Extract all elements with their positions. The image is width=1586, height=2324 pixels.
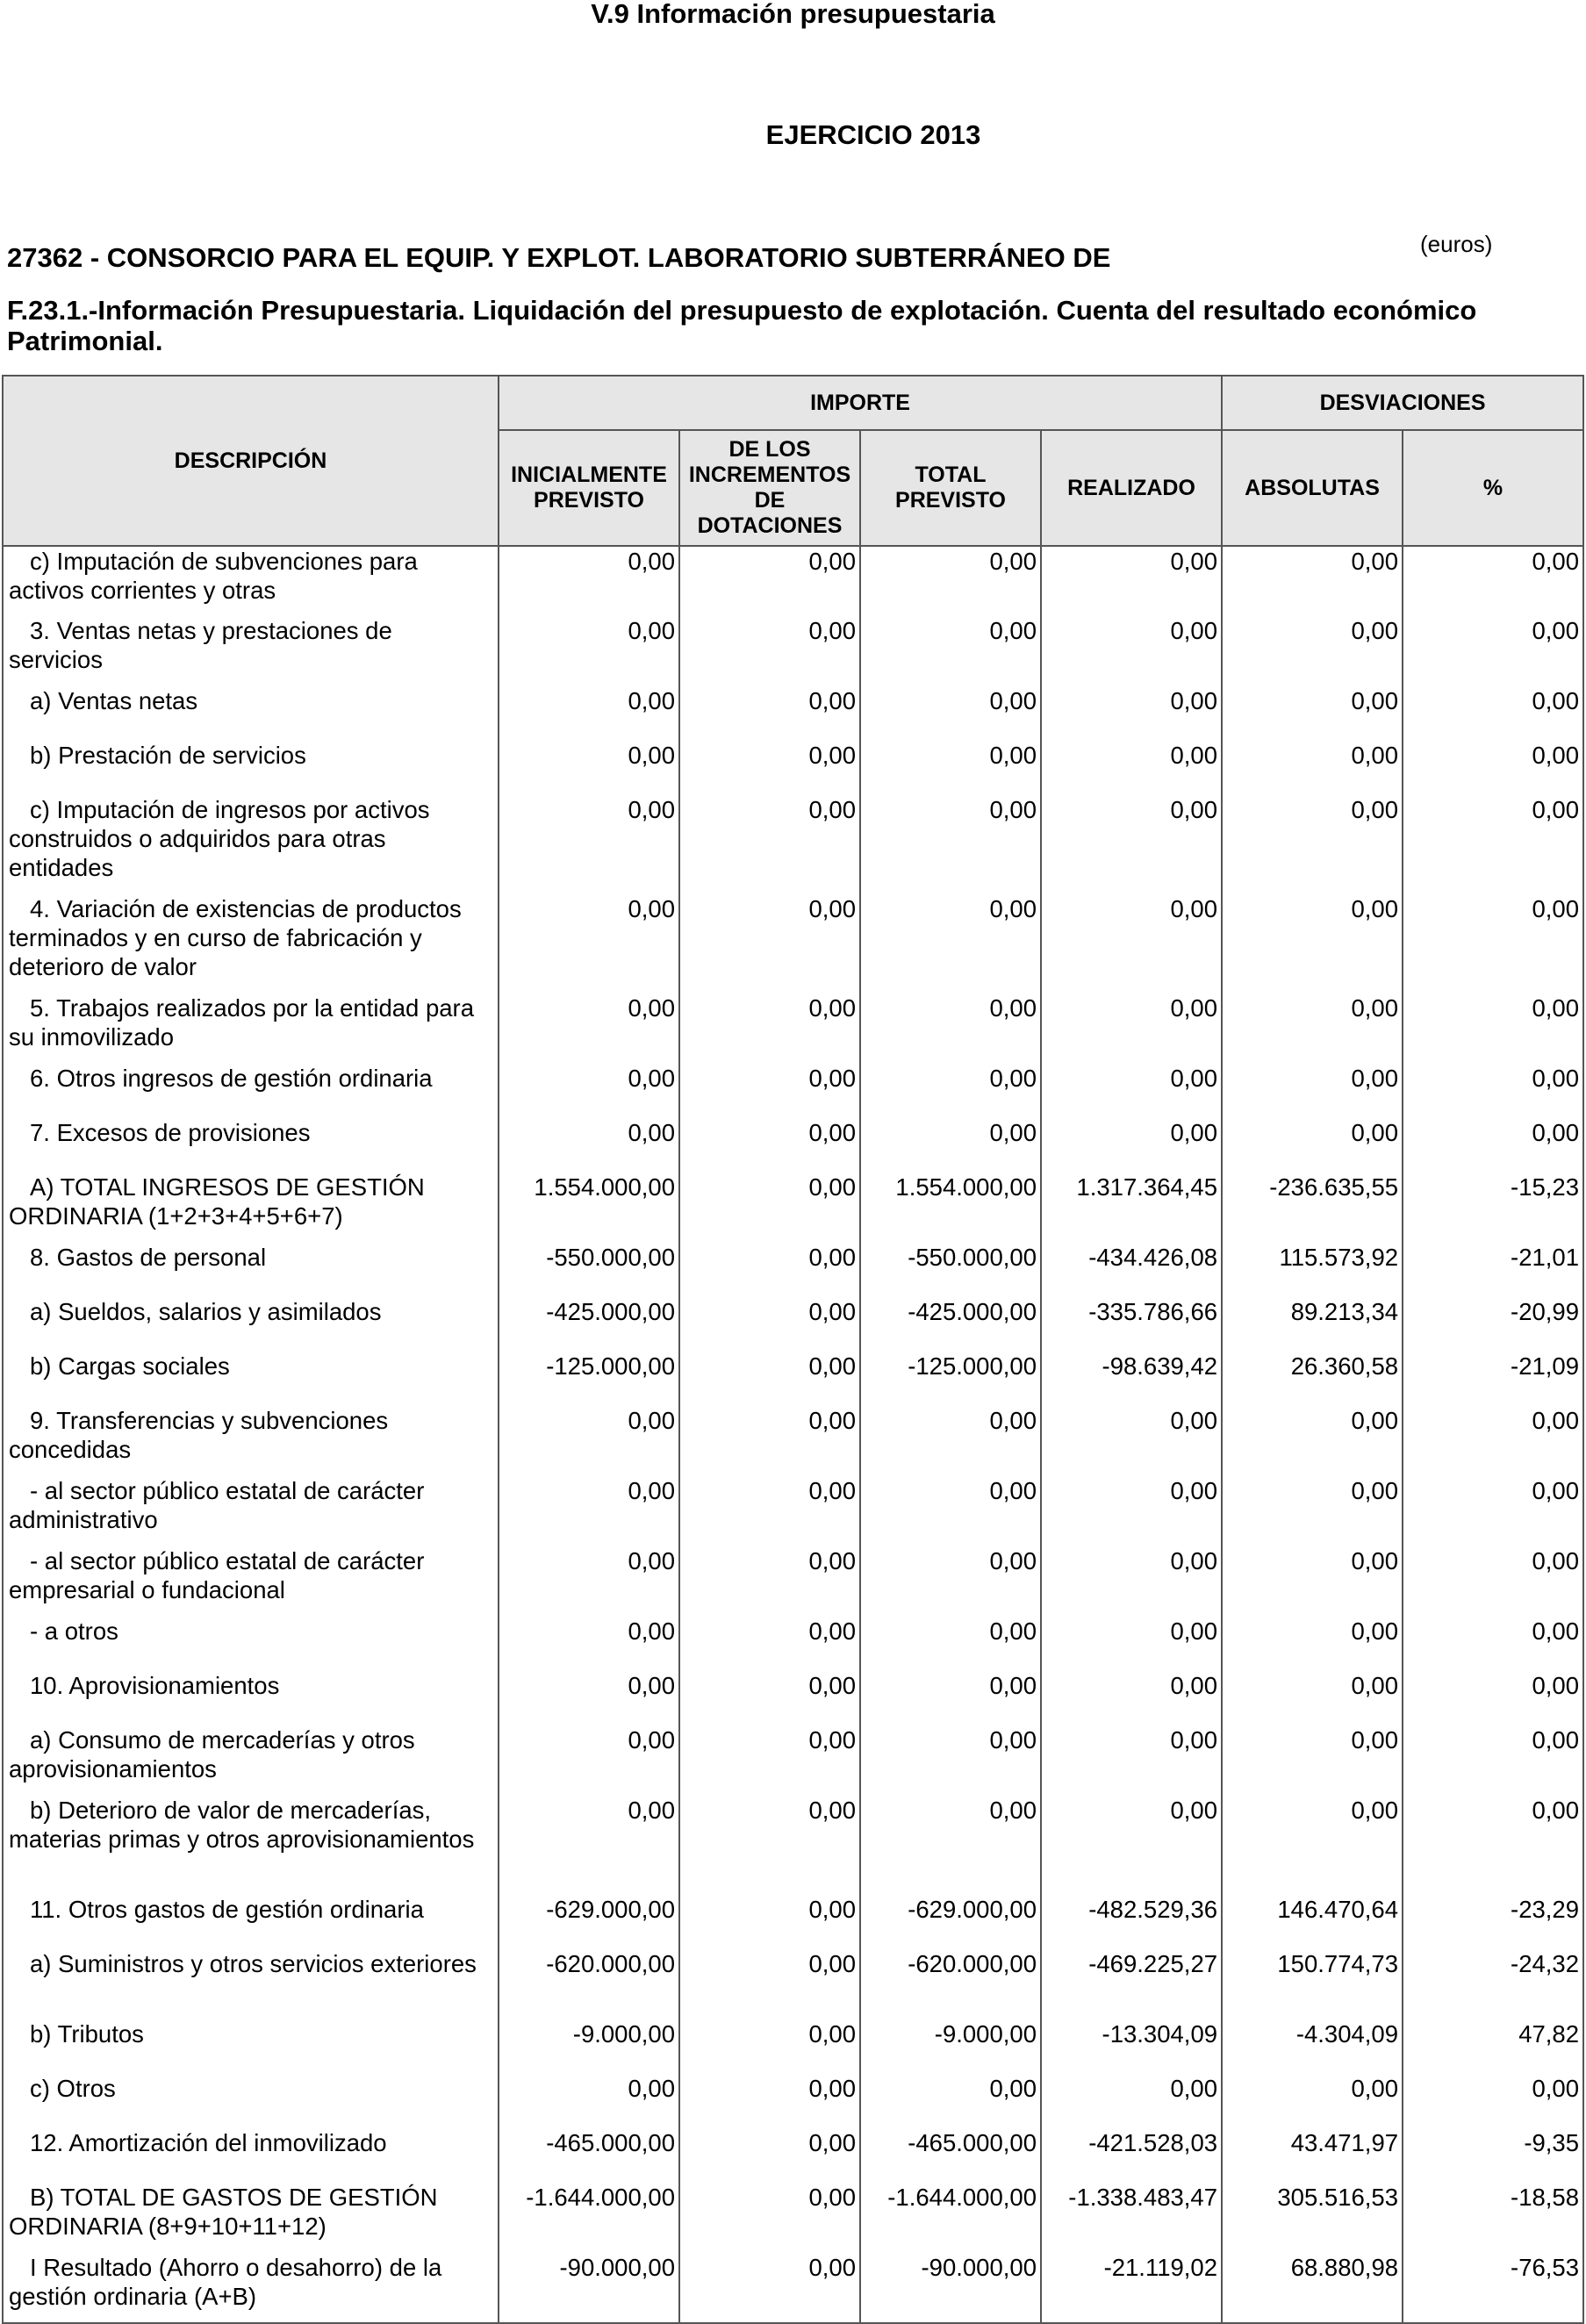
row-value: 0,00 <box>1222 894 1403 993</box>
row-value: 0,00 <box>1222 1406 1403 1476</box>
row-description-text: 8. Gastos de personal <box>30 1244 267 1271</box>
row-value: 0,00 <box>860 616 1041 686</box>
row-value: 0,00 <box>1222 1064 1403 1118</box>
row-value: 0,00 <box>1403 894 1583 993</box>
row-description-text: 4. Variación de existencias de productos terminados y en curso de fabricación y deterioro de valor <box>9 895 462 980</box>
table-row <box>3 1949 1583 2019</box>
row-description <box>3 993 499 1064</box>
row-value: -125.000,00 <box>499 1352 679 1406</box>
row-description <box>3 741 499 795</box>
budget-table <box>2 375 1584 2324</box>
table-row <box>3 1118 1583 1173</box>
row-value: 0,00 <box>679 741 860 795</box>
row-value: 0,00 <box>860 1617 1041 1671</box>
row-value: -550.000,00 <box>499 1243 679 1297</box>
header-desviaciones: DESVIACIONES <box>1222 376 1583 430</box>
row-value: 1.317.364,45 <box>1041 1173 1222 1243</box>
row-value: -1.644.000,00 <box>499 2183 679 2253</box>
row-value: 0,00 <box>679 1064 860 1118</box>
row-value: 0,00 <box>499 741 679 795</box>
row-value: 0,00 <box>860 1796 1041 1895</box>
row-value: 89.213,34 <box>1222 1297 1403 1352</box>
row-description <box>3 546 499 616</box>
row-value: 0,00 <box>1403 1546 1583 1617</box>
row-description-text: - al sector público estatal de carácter administrativo <box>9 1477 425 1533</box>
row-description-text: a) Consumo de mercaderías y otros aprovisionamientos <box>9 1726 415 1782</box>
row-value: 0,00 <box>1403 1476 1583 1546</box>
row-value: -465.000,00 <box>860 2128 1041 2183</box>
row-value: -20,99 <box>1403 1297 1583 1352</box>
row-value: 0,00 <box>860 546 1041 616</box>
row-value: 0,00 <box>499 546 679 616</box>
row-value: 0,00 <box>499 2074 679 2128</box>
row-value: 0,00 <box>1222 795 1403 894</box>
row-value: 0,00 <box>499 1671 679 1725</box>
row-value: 0,00 <box>1041 1476 1222 1546</box>
row-value: 0,00 <box>1041 1725 1222 1796</box>
table-row <box>3 894 1583 993</box>
row-description <box>3 795 499 894</box>
row-value: 0,00 <box>679 2183 860 2253</box>
row-value: 0,00 <box>1403 1671 1583 1725</box>
row-value: -9.000,00 <box>860 2019 1041 2074</box>
row-value: -13.304,09 <box>1041 2019 1222 2074</box>
row-description-text: b) Tributos <box>30 2020 144 2048</box>
row-value: 0,00 <box>1403 795 1583 894</box>
row-description-text: a) Suministros y otros servicios exteriores <box>30 1950 477 1977</box>
header-inicialmente-previsto: INICIALMENTE PREVISTO <box>499 430 679 546</box>
row-description <box>3 1406 499 1476</box>
row-value: -90.000,00 <box>499 2253 679 2323</box>
row-value: 0,00 <box>1403 686 1583 741</box>
row-value: -425.000,00 <box>860 1297 1041 1352</box>
row-value: -1.644.000,00 <box>860 2183 1041 2253</box>
row-description-text: b) Cargas sociales <box>30 1352 230 1380</box>
row-value: -18,58 <box>1403 2183 1583 2253</box>
units-label: (euros) <box>1420 231 1493 257</box>
row-value: 0,00 <box>1041 1671 1222 1725</box>
row-value: 1.554.000,00 <box>499 1173 679 1243</box>
row-value: 0,00 <box>1222 616 1403 686</box>
header-realizado: REALIZADO <box>1041 430 1222 546</box>
row-value: 0,00 <box>679 795 860 894</box>
row-value: 0,00 <box>1222 1617 1403 1671</box>
row-value: -21,09 <box>1403 1352 1583 1406</box>
row-value: 0,00 <box>679 686 860 741</box>
table-row <box>3 1725 1583 1796</box>
row-description-text: 6. Otros ingresos de gestión ordinaria <box>30 1065 433 1092</box>
table-row <box>3 1617 1583 1671</box>
row-value: -425.000,00 <box>499 1297 679 1352</box>
row-value: 0,00 <box>1222 1671 1403 1725</box>
row-description-text: 12. Amortización del inmovilizado <box>30 2129 387 2156</box>
row-value: 0,00 <box>679 1671 860 1725</box>
row-value: 0,00 <box>860 1406 1041 1476</box>
row-description-text: B) TOTAL DE GASTOS DE GESTIÓN ORDINARIA (8+9+10+11+12) <box>9 2184 438 2240</box>
row-value: 0,00 <box>1041 1796 1222 1895</box>
row-description <box>3 1297 499 1352</box>
entity-name: 27362 - CONSORCIO PARA EL EQUIP. Y EXPLOT. LABORATORIO SUBTERRÁNEO DE <box>7 242 1111 273</box>
header-total-previsto: TOTAL PREVISTO <box>860 430 1041 546</box>
row-value: -23,29 <box>1403 1895 1583 1949</box>
row-value: 0,00 <box>1403 741 1583 795</box>
row-description <box>3 1895 499 1949</box>
row-value: 0,00 <box>860 2074 1041 2128</box>
row-description <box>3 1796 499 1895</box>
row-value: 0,00 <box>860 1064 1041 1118</box>
table-row <box>3 1546 1583 1617</box>
row-value: -629.000,00 <box>860 1895 1041 1949</box>
row-value: 0,00 <box>499 1617 679 1671</box>
row-value: 0,00 <box>679 1895 860 1949</box>
row-value: 0,00 <box>679 1949 860 2019</box>
row-value: -24,32 <box>1403 1949 1583 2019</box>
row-value: 0,00 <box>679 993 860 1064</box>
row-value: 0,00 <box>1041 2074 1222 2128</box>
row-value: 0,00 <box>1041 686 1222 741</box>
row-description <box>3 2183 499 2253</box>
row-value: 0,00 <box>499 616 679 686</box>
row-value: 0,00 <box>1041 993 1222 1064</box>
row-value: -98.639,42 <box>1041 1352 1222 1406</box>
row-value: -469.225,27 <box>1041 1949 1222 2019</box>
row-description-text: - al sector público estatal de carácter empresarial o fundacional <box>9 1547 425 1603</box>
row-value: 0,00 <box>499 1725 679 1796</box>
row-description <box>3 2128 499 2183</box>
row-description-text: b) Prestación de servicios <box>30 742 306 769</box>
table-row <box>3 1406 1583 1476</box>
row-value: 0,00 <box>679 894 860 993</box>
table-row <box>3 2128 1583 2183</box>
header-incrementos: DE LOS INCREMENTOS DE DOTACIONES <box>679 430 860 546</box>
row-value: -421.528,03 <box>1041 2128 1222 2183</box>
row-value: 0,00 <box>860 894 1041 993</box>
row-value: 1.554.000,00 <box>860 1173 1041 1243</box>
table-row <box>3 616 1583 686</box>
row-value: 0,00 <box>1041 795 1222 894</box>
row-value: 26.360,58 <box>1222 1352 1403 1406</box>
row-description-text: a) Sueldos, salarios y asimilados <box>30 1298 382 1325</box>
row-value: 0,00 <box>499 795 679 894</box>
row-description-text: 10. Aprovisionamientos <box>30 1672 280 1699</box>
row-description <box>3 1949 499 2019</box>
row-value: -620.000,00 <box>860 1949 1041 2019</box>
row-value: -465.000,00 <box>499 2128 679 2183</box>
row-value: 0,00 <box>1222 1476 1403 1546</box>
row-description <box>3 2019 499 2074</box>
row-value: 0,00 <box>860 993 1041 1064</box>
row-description <box>3 1671 499 1725</box>
table-row <box>3 741 1583 795</box>
row-description-text: b) Deterioro de valor de mercaderías, materias primas y otros aprovisionamientos <box>9 1797 475 1853</box>
row-value: 0,00 <box>679 1352 860 1406</box>
table-row <box>3 1895 1583 1949</box>
row-value: 0,00 <box>1403 1118 1583 1173</box>
header-pct: % <box>1403 430 1583 546</box>
row-value: 0,00 <box>679 1476 860 1546</box>
row-value: -21,01 <box>1403 1243 1583 1297</box>
row-value: 0,00 <box>1222 1725 1403 1796</box>
row-value: 0,00 <box>679 1406 860 1476</box>
row-value: 0,00 <box>1403 1617 1583 1671</box>
table-row <box>3 1173 1583 1243</box>
row-value: 0,00 <box>499 1118 679 1173</box>
row-value: 150.774,73 <box>1222 1949 1403 2019</box>
row-value: 0,00 <box>499 1064 679 1118</box>
table-row <box>3 1671 1583 1725</box>
row-value: 0,00 <box>860 1671 1041 1725</box>
row-description-text: a) Ventas netas <box>30 687 198 714</box>
table-row <box>3 1796 1583 1895</box>
row-value: 0,00 <box>1041 1546 1222 1617</box>
row-value: 0,00 <box>860 741 1041 795</box>
row-value: -21.119,02 <box>1041 2253 1222 2323</box>
row-description <box>3 2253 499 2323</box>
row-value: -434.426,08 <box>1041 1243 1222 1297</box>
table-row <box>3 686 1583 741</box>
row-value: 0,00 <box>1222 686 1403 741</box>
row-value: 0,00 <box>1403 616 1583 686</box>
row-value: 0,00 <box>1041 1406 1222 1476</box>
report-subtitle: F.23.1.-Información Presupuestaria. Liquidación del presupuesto de explotación. Cuenta del resultado económico Patrimonial. <box>7 295 1477 356</box>
row-value: 0,00 <box>1222 546 1403 616</box>
row-value: 0,00 <box>1222 741 1403 795</box>
row-description <box>3 1476 499 1546</box>
row-value: 0,00 <box>860 1476 1041 1546</box>
row-value: 0,00 <box>679 1118 860 1173</box>
row-value: 0,00 <box>679 1243 860 1297</box>
row-description <box>3 1546 499 1617</box>
row-description-text: 11. Otros gastos de gestión ordinaria <box>30 1896 424 1923</box>
row-value: 0,00 <box>499 894 679 993</box>
row-description-text: A) TOTAL INGRESOS DE GESTIÓN ORDINARIA (1+2+3+4+5+6+7) <box>9 1173 425 1230</box>
row-value: 0,00 <box>1222 1118 1403 1173</box>
row-value: 0,00 <box>499 1476 679 1546</box>
row-value: -90.000,00 <box>860 2253 1041 2323</box>
row-value: 0,00 <box>679 1725 860 1796</box>
row-value: 0,00 <box>860 686 1041 741</box>
row-description <box>3 1173 499 1243</box>
row-value: 115.573,92 <box>1222 1243 1403 1297</box>
row-value: 0,00 <box>1222 993 1403 1064</box>
row-value: -125.000,00 <box>860 1352 1041 1406</box>
row-value: -1.338.483,47 <box>1041 2183 1222 2253</box>
table-row <box>3 1064 1583 1118</box>
table-row <box>3 2183 1583 2253</box>
row-value: 0,00 <box>860 795 1041 894</box>
row-value: 0,00 <box>1403 1064 1583 1118</box>
row-value: 0,00 <box>679 1297 860 1352</box>
row-value: 0,00 <box>1403 2074 1583 2128</box>
row-value: 0,00 <box>860 1546 1041 1617</box>
section-title: V.9 Información presupuestaria <box>591 0 995 29</box>
row-value: -620.000,00 <box>499 1949 679 2019</box>
row-value: 0,00 <box>499 686 679 741</box>
row-value: 0,00 <box>679 2019 860 2074</box>
row-value: 0,00 <box>679 1796 860 1895</box>
row-value: 0,00 <box>679 2128 860 2183</box>
table-row <box>3 1297 1583 1352</box>
row-description-text: 9. Transferencias y subvenciones concedidas <box>9 1407 389 1463</box>
row-value: 0,00 <box>679 2253 860 2323</box>
row-value: -335.786,66 <box>1041 1297 1222 1352</box>
row-value: 0,00 <box>679 546 860 616</box>
row-description <box>3 686 499 741</box>
header-description: DESCRIPCIÓN <box>3 376 499 546</box>
row-value: 0,00 <box>1041 1064 1222 1118</box>
row-value: 0,00 <box>499 993 679 1064</box>
row-value: 0,00 <box>1222 1546 1403 1617</box>
row-value: 68.880,98 <box>1222 2253 1403 2323</box>
row-value: 0,00 <box>679 1546 860 1617</box>
row-value: 0,00 <box>1041 546 1222 616</box>
row-value: 0,00 <box>679 616 860 686</box>
row-value: 305.516,53 <box>1222 2183 1403 2253</box>
row-value: -236.635,55 <box>1222 1173 1403 1243</box>
table-row <box>3 795 1583 894</box>
row-value: 0,00 <box>1222 1796 1403 1895</box>
row-value: 0,00 <box>1041 1118 1222 1173</box>
row-value: 43.471,97 <box>1222 2128 1403 2183</box>
row-description <box>3 616 499 686</box>
table-row <box>3 1243 1583 1297</box>
row-value: 0,00 <box>860 1725 1041 1796</box>
year-label: EJERCICIO 2013 <box>765 119 981 150</box>
row-description-text: - a otros <box>30 1617 118 1645</box>
row-value: 47,82 <box>1403 2019 1583 2074</box>
header-importe: IMPORTE <box>499 376 1222 430</box>
table-row <box>3 546 1583 616</box>
row-value: -482.529,36 <box>1041 1895 1222 1949</box>
row-value: 0,00 <box>1041 741 1222 795</box>
row-value: -9.000,00 <box>499 2019 679 2074</box>
row-value: 0,00 <box>1041 1617 1222 1671</box>
row-value: 0,00 <box>1403 993 1583 1064</box>
row-description-text: c) Imputación de ingresos por activos construidos o adquiridos para otras entidades <box>9 796 430 881</box>
row-value: 0,00 <box>499 1406 679 1476</box>
row-description-text: I Resultado (Ahorro o desahorro) de la gestión ordinaria (A+B) <box>9 2254 442 2310</box>
row-value: 0,00 <box>860 1118 1041 1173</box>
row-value: 0,00 <box>499 1546 679 1617</box>
table-row <box>3 993 1583 1064</box>
table-row <box>3 1352 1583 1406</box>
row-value: 0,00 <box>1041 894 1222 993</box>
row-value: 0,00 <box>1222 2074 1403 2128</box>
table-row <box>3 2074 1583 2128</box>
row-value: -9,35 <box>1403 2128 1583 2183</box>
table-row <box>3 1476 1583 1546</box>
row-description-text: 5. Trabajos realizados por la entidad para su inmovilizado <box>9 994 475 1051</box>
row-value: 0,00 <box>1403 1796 1583 1895</box>
table-row <box>3 2253 1583 2323</box>
row-value: 0,00 <box>679 1617 860 1671</box>
row-value: 146.470,64 <box>1222 1895 1403 1949</box>
row-description <box>3 894 499 993</box>
row-value: -550.000,00 <box>860 1243 1041 1297</box>
row-description-text: c) Imputación de subvenciones para activos corrientes y otras <box>9 548 418 604</box>
row-description <box>3 1725 499 1796</box>
row-value: 0,00 <box>1403 1406 1583 1476</box>
row-value: 0,00 <box>1403 1725 1583 1796</box>
row-value: -4.304,09 <box>1222 2019 1403 2074</box>
table-row <box>3 2019 1583 2074</box>
row-description <box>3 2074 499 2128</box>
row-value: 0,00 <box>679 2074 860 2128</box>
row-description-text: 7. Excesos de provisiones <box>30 1119 311 1146</box>
row-value: 0,00 <box>1403 546 1583 616</box>
row-value: 0,00 <box>499 1796 679 1895</box>
row-value: -15,23 <box>1403 1173 1583 1243</box>
row-description <box>3 1243 499 1297</box>
table-body <box>3 546 1583 2323</box>
row-description-text: 3. Ventas netas y prestaciones de servicios <box>9 617 392 673</box>
header-absolutas: ABSOLUTAS <box>1222 430 1403 546</box>
row-value: 0,00 <box>1041 616 1222 686</box>
row-value: -629.000,00 <box>499 1895 679 1949</box>
row-description <box>3 1352 499 1406</box>
row-description-text: c) Otros <box>30 2075 116 2102</box>
row-description <box>3 1118 499 1173</box>
row-description <box>3 1064 499 1118</box>
row-value: -76,53 <box>1403 2253 1583 2323</box>
row-description <box>3 1617 499 1671</box>
row-value: 0,00 <box>679 1173 860 1243</box>
